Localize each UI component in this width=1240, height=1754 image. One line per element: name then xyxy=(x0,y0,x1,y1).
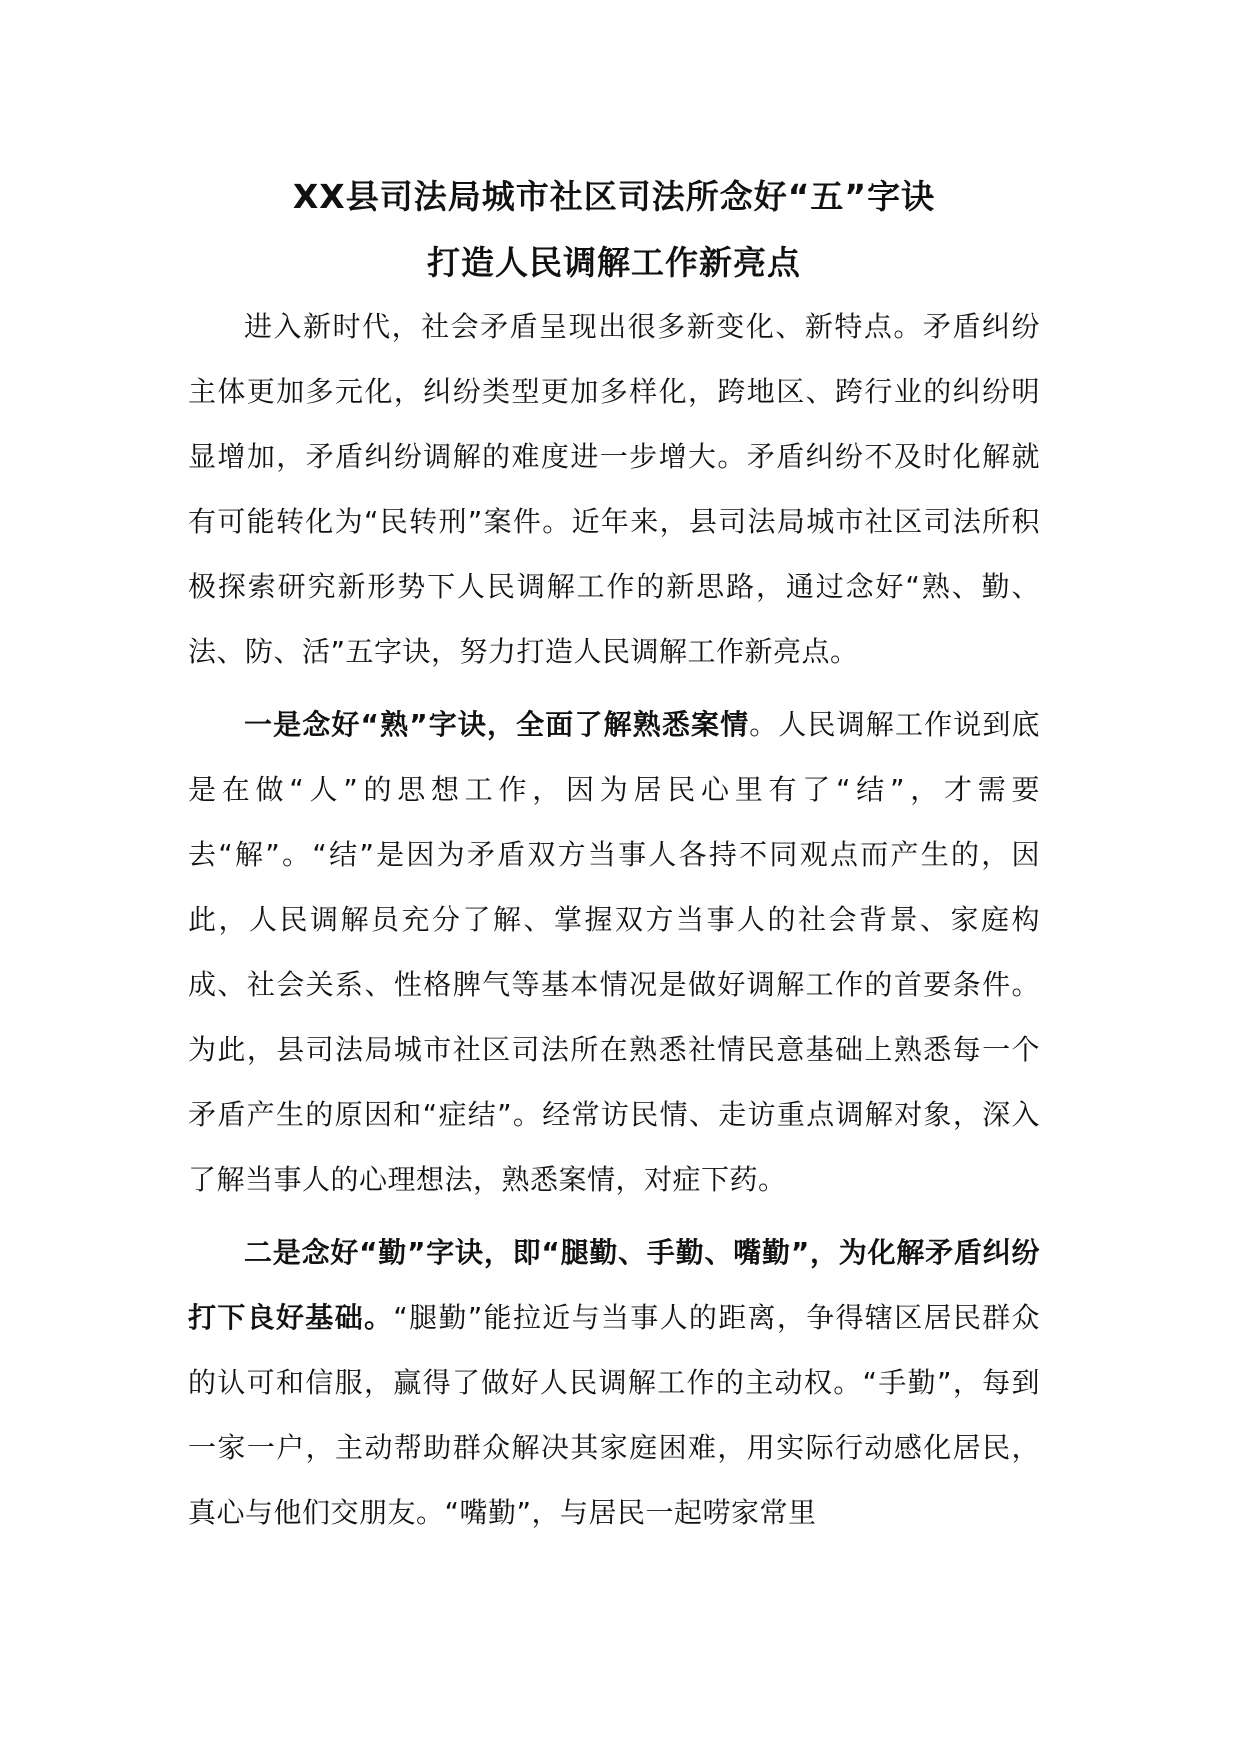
paragraph-point-2 xyxy=(188,1220,1040,1545)
paragraph-text: 进入新时代，社会矛盾呈现出很多新变化、新特点。矛盾纠纷主体更加多元化，纠纷类型更加多样化，跨地区、跨行业的纠纷明显增加，矛盾纠纷调解的难度进一步增大。矛盾纠纷不及时化解就有可能转化为“民转刑”案件。近年来，县司法局城市社区司法所积极探索研究新形势下人民调解工作的新思路，通过念好“熟、勤、法、防、活”五字诀，努力打造人民调解工作新亮点。 xyxy=(188,310,1040,668)
paragraph-intro xyxy=(188,294,1040,684)
document-page xyxy=(188,176,1040,1553)
document-title-line-2: 打造人民调解工作新亮点 xyxy=(427,243,801,282)
paragraph-point-1 xyxy=(188,692,1040,1212)
paragraph-lead: 二是念好“勤”字诀，即“腿勤、手勤、嘴勤”，为化解矛盾纠纷打下良好基础。 xyxy=(188,1236,1040,1334)
paragraph-text: “腿勤”能拉近与当事人的距离，争得辖区居民群众的认可和信服，赢得了做好人民调解工作的主动权。“手勤”，每到一家一户，主动帮助群众解决其家庭困难，用实际行动感化居民，真心与他们交朋友。“嘴勤”，与居民一起唠家常里 xyxy=(188,1301,1040,1529)
paragraph-text: 。人民调解工作说到底是在做“人”的思想工作，因为居民心里有了“结”，才需要去“解”。“结”是因为矛盾双方当事人各持不同观点而产生的，因此，人民调解员充分了解、掌握双方当事人的社会背景、家庭构成、社会关系、性格脾气等基本情况是做好调解工作的首要条件。为此，县司法局城市社区司法所在熟悉社情民意基础上熟悉每一个矛盾产生的原因和“症结”。经常访民情、走访重点调解对象，深入了解当事人的心理想法，熟悉案情，对症下药。 xyxy=(188,708,1040,1196)
document-title-line-1: XX县司法局城市社区司法所念好“五”字诀 xyxy=(292,177,936,216)
paragraph-lead: 一是念好“熟”字诀，全面了解熟悉案情 xyxy=(244,708,750,741)
